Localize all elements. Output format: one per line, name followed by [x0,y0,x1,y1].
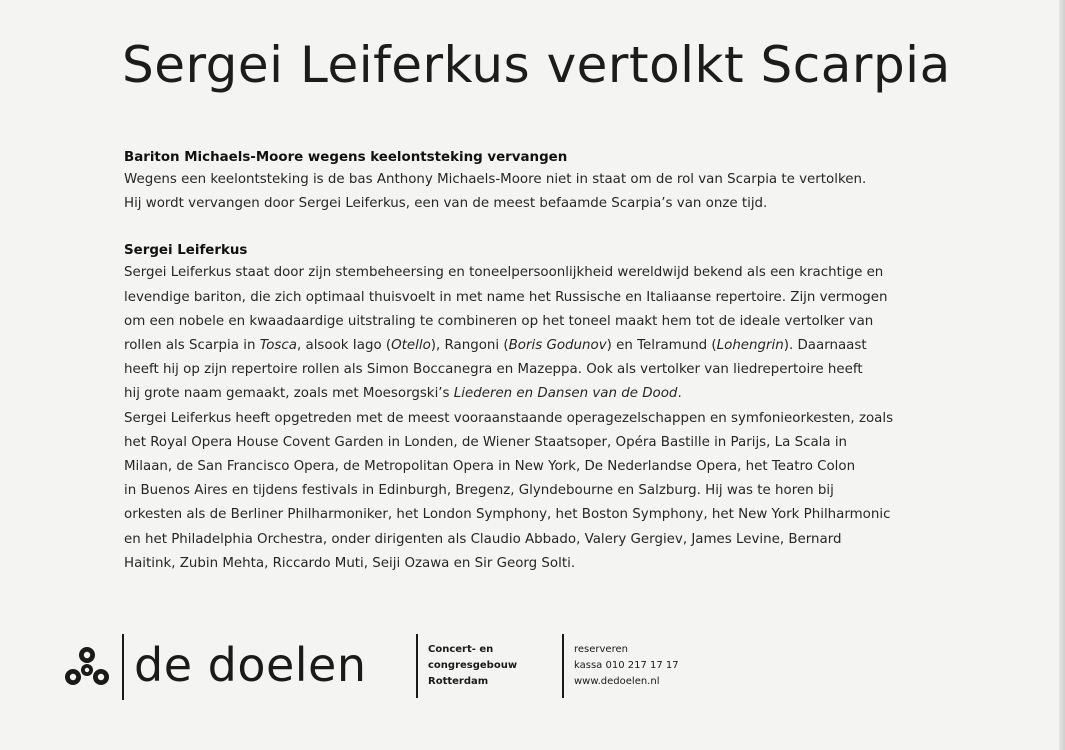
venue-info [428,642,517,690]
article-body [124,148,924,576]
text-line: Sergei Leiferkus staat door zijn stembeheersing en toneelpersoonlijkheid wereldwijd bekend als een krachtige en [124,265,884,281]
replacement-paragraph [124,168,924,216]
text-line: Wegens een keelontsteking is de bas Anthony Michaels-Moore niet in staat om de rol van Scarpia te vertolken. [124,172,867,187]
text-line: Sergei Leiferkus heeft opgetreden met de meest vooraanstaande operagezelschappen en symfonieorkesten, zoals [124,410,894,426]
page-edge [1059,0,1065,750]
text-segment: hij grote naam gemaakt, zoals met Moesorgski’s [124,386,454,402]
brand-name: de doelen [134,638,367,692]
text-segment: rollen als Scarpia in [124,338,260,354]
text-line: Milaan, de San Francisco Opera, de Metropolitan Opera in New York, De Nederlandse Opera, het Teatro Colon [124,459,856,475]
text-line: om een nobele en kwaadaardige uitstraling te combineren op het toneel maakt hem tot de ideale vertolker van [124,313,874,329]
footer [64,632,784,700]
opera-title: Tosca [259,338,297,354]
venue-line: Rotterdam [428,676,489,687]
biography-paragraph [124,261,924,576]
text-line: in Buenos Aires en tijdens festivals in Edinburgh, Bregenz, Glyndebourne en Salzburg. Hij was te horen bij [124,483,834,499]
text-line: Hij wordt vervangen door Sergei Leiferkus, een van de meest befaamde Scarpia’s van onze tijd. [124,196,768,212]
text-line [124,334,924,358]
divider [562,634,564,698]
venue-line: congresgebouw [428,660,518,671]
opera-title: Otello [391,338,431,354]
logo-divider [122,634,124,700]
website-link[interactable]: www.dedoelen.nl [574,676,660,687]
reserve-label: reserveren [574,644,628,655]
section-heading-replacement: Bariton Michaels-Moore wegens keelontsteking vervangen [124,150,568,165]
spacer [124,216,924,241]
text-segment: , alsook Iago ( [296,338,392,354]
section-heading-biography: Sergei Leiferkus [124,243,248,259]
box-office-phone: kassa 010 217 17 17 [574,660,679,671]
de-doelen-logo-icon [64,646,110,688]
divider [416,634,418,698]
text-line: heeft hij op zijn repertoire rollen als Simon Boccanegra en Mazeppa. Ook als vertolker van liedrepertoire heeft [124,362,863,378]
reservation-info [574,642,679,690]
text-line: het Royal Opera House Covent Garden in Londen, de Wiener Staatsoper, Opéra Bastille in Parijs, La Scala in [124,434,848,450]
text-line: levendige bariton, die zich optimaal thuisvoelt in met name het Russische en Italiaanse repertoire. Zijn vermogen [124,289,888,305]
text-segment: ), Rangoni ( [430,338,509,354]
text-segment: ) en Telramund ( [606,338,717,354]
text-line: Haitink, Zubin Mehta, Riccardo Muti, Seiji Ozawa en Sir Georg Solti. [124,555,576,571]
text-line: orkesten als de Berliner Philharmoniker, het London Symphony, het Boston Symphony, het New York Philharmonic [124,507,891,523]
page-title: Sergei Leiferkus vertolkt Scarpia [122,36,951,94]
text-line: en het Philadelphia Orchestra, onder dirigenten als Claudio Abbado, Valery Gergiev, James Levine, Bernard [124,531,842,547]
song-cycle-title: Liederen en Dansen van de Dood [453,386,678,402]
text-segment: ). Daarnaast [783,338,867,354]
opera-title: Lohengrin [716,338,784,354]
text-segment: . [677,386,682,402]
text-line [124,382,924,406]
opera-title: Boris Godunov [508,338,607,354]
venue-line: Concert- en [428,644,494,655]
